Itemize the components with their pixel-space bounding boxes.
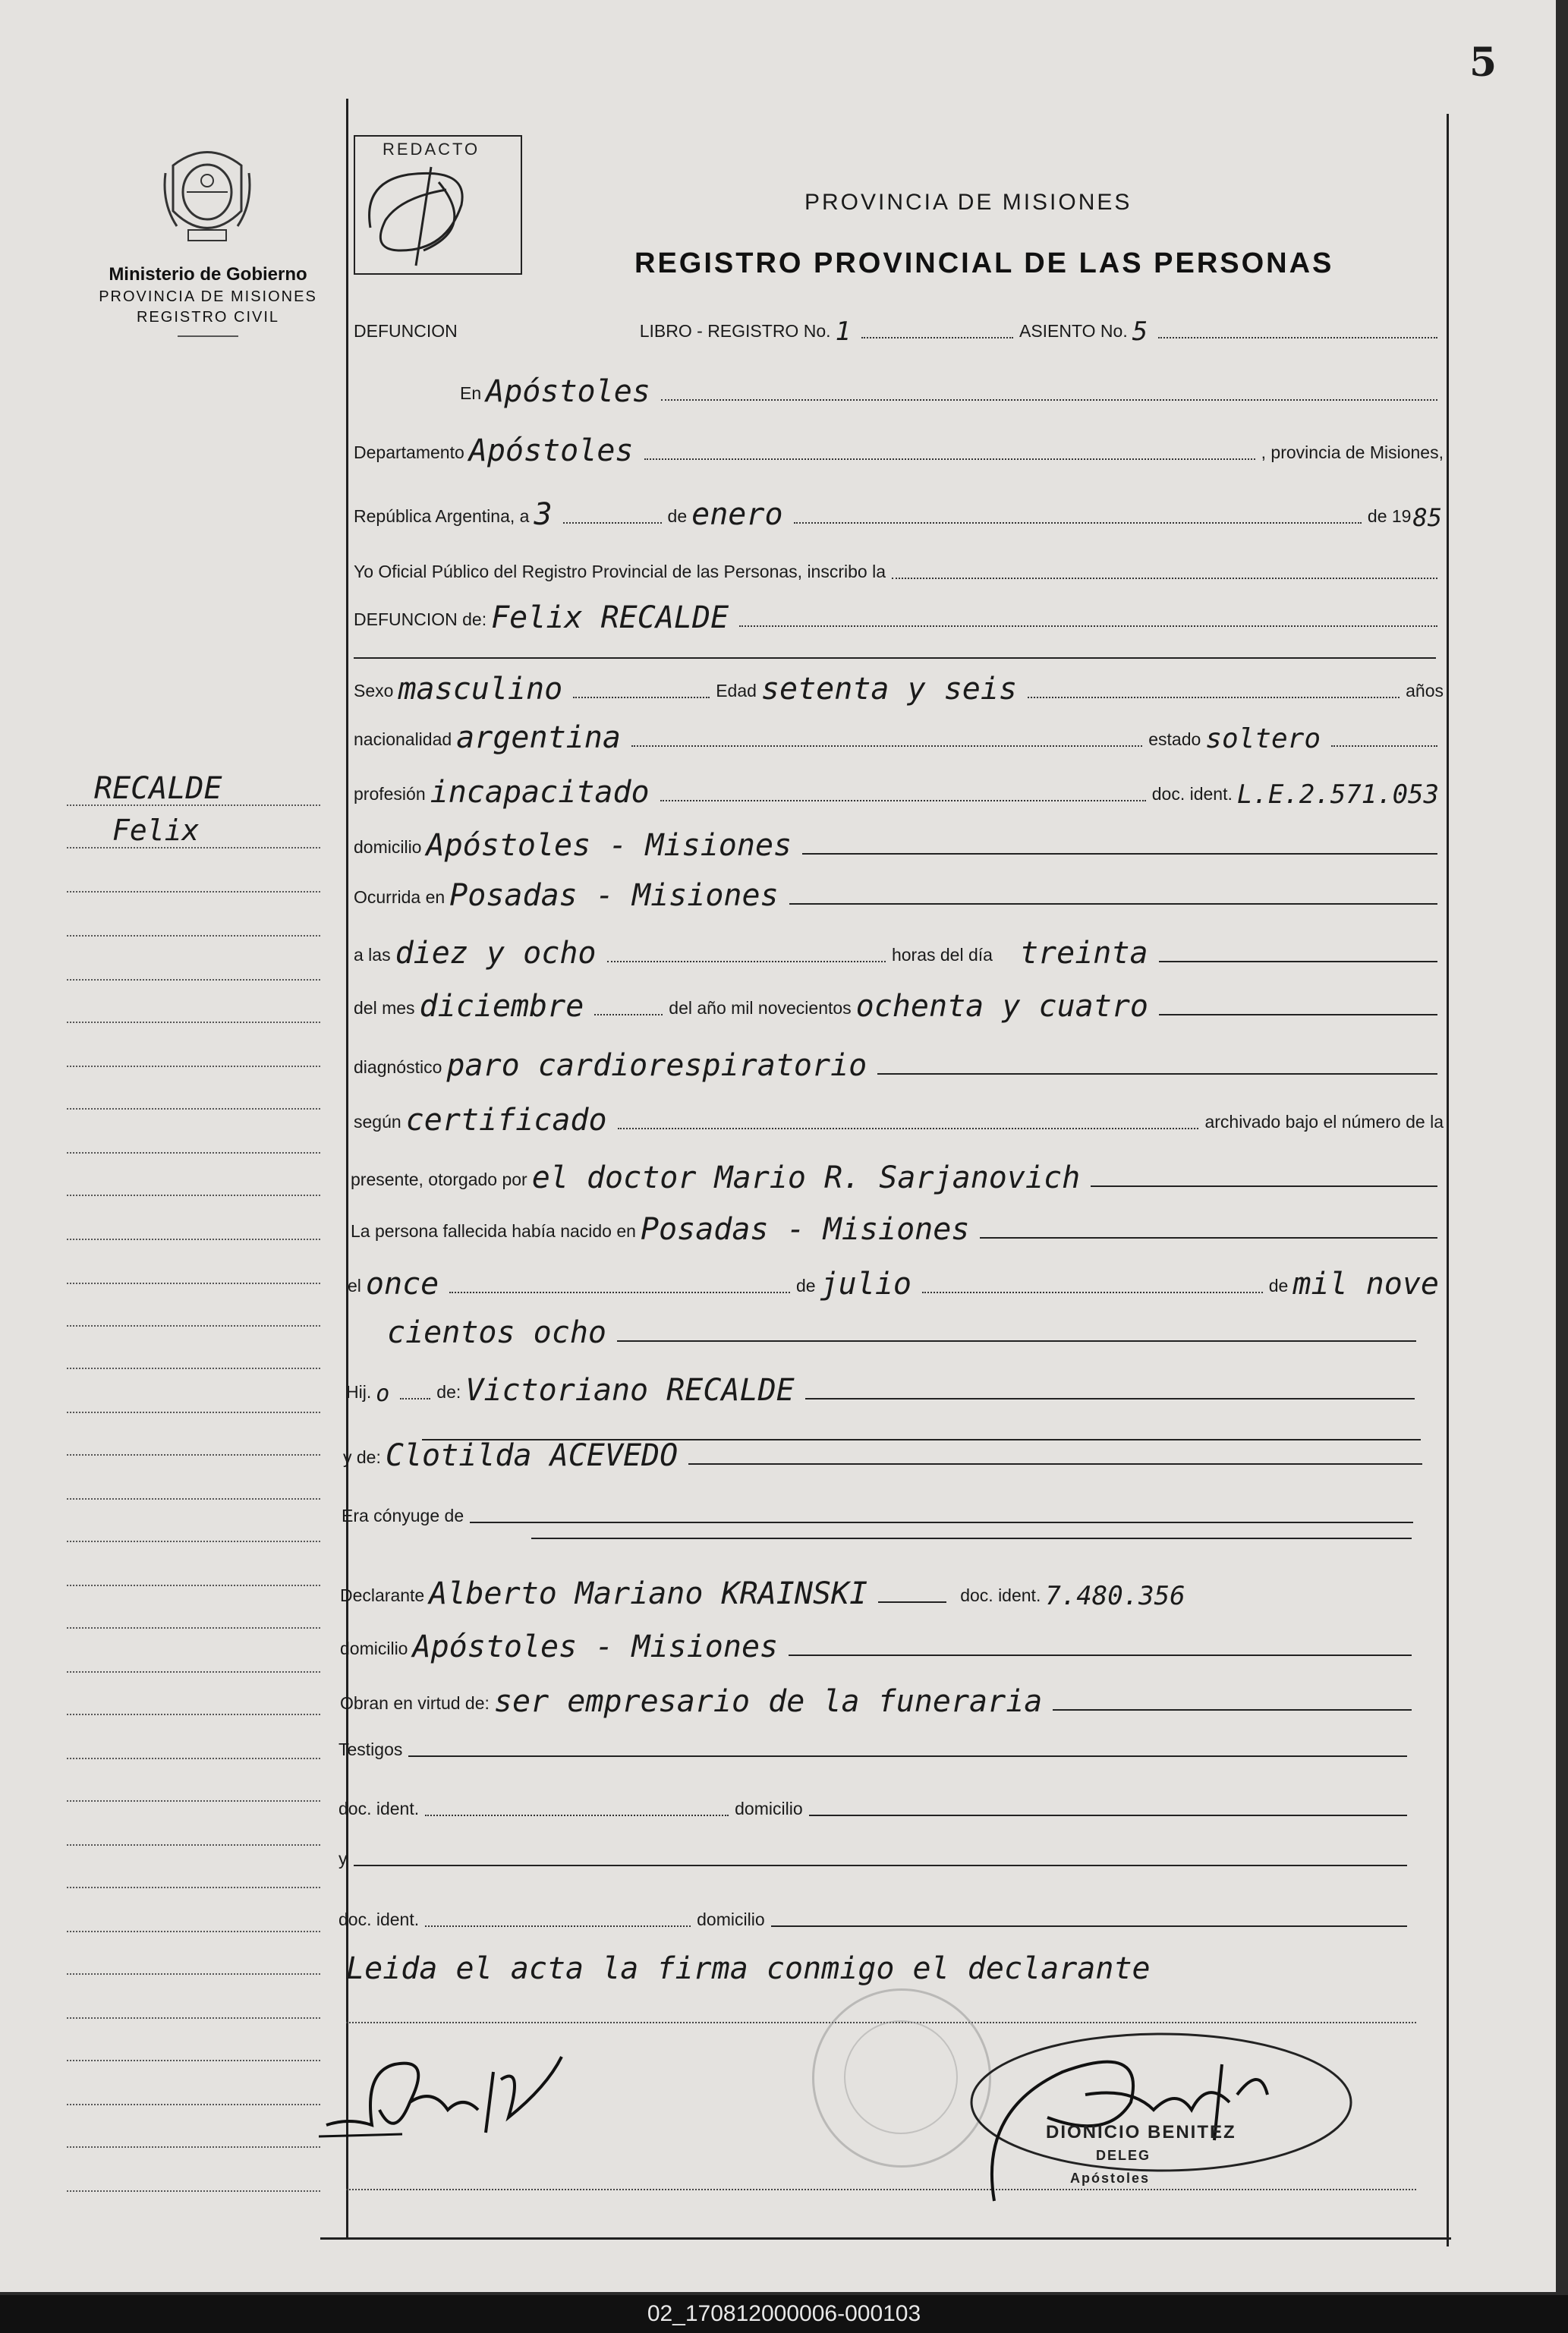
ano-text-value: ochenta y cuatro — [855, 989, 1148, 1024]
margin-line — [67, 1195, 320, 1196]
obran-fill — [1053, 1709, 1412, 1711]
el-label: el — [348, 1276, 361, 1296]
t2-doc-label: doc. ident. — [338, 1910, 420, 1929]
margin-line — [67, 1758, 320, 1759]
margin-line — [67, 1498, 320, 1500]
diagnostico-value: paro cardiorespiratorio — [446, 1048, 867, 1083]
t1-dom-label: domicilio — [735, 1799, 803, 1818]
margin-line — [67, 935, 320, 937]
declarant-signature — [319, 2042, 638, 2163]
obran-value: ser empresario de la funeraria — [493, 1684, 1043, 1719]
domicilio-fill — [802, 853, 1437, 855]
hij-label: Hij. — [346, 1382, 372, 1402]
margin-line — [67, 1325, 320, 1327]
margin-line — [67, 1931, 320, 1932]
ano-mil-label: del año mil novecientos — [669, 998, 852, 1018]
margin-line — [67, 2146, 320, 2148]
departamento-fill — [644, 458, 1255, 460]
decl-domicilio-label: domicilio — [340, 1639, 408, 1658]
presente-label: presente, otorgado por — [351, 1170, 527, 1189]
nac-dia-value: once — [365, 1267, 439, 1302]
edad-fill — [1028, 697, 1400, 698]
officer-stamp-name: DIONICIO BENITEZ — [1046, 2122, 1236, 2143]
province-name: PROVINCIA DE MISIONES — [99, 288, 317, 305]
defuncion-de-value: Felix RECALDE — [491, 600, 729, 635]
horas-value: diez y ocho — [395, 936, 597, 971]
row-libro — [354, 316, 1444, 347]
conyuge-fill — [470, 1522, 1413, 1523]
ocurrida-value: Posadas - Misiones — [449, 878, 779, 913]
nacido-value: Posadas - Misiones — [640, 1212, 970, 1247]
nac-mes-fill — [922, 1292, 1263, 1293]
presente-fill — [1091, 1185, 1437, 1187]
dia-fill — [563, 522, 662, 524]
dia-text-value: treinta — [1019, 936, 1148, 971]
mes-label: del mes — [354, 998, 415, 1018]
redacto-initials-signature — [355, 137, 521, 273]
margin-line — [67, 1541, 320, 1542]
t1-dom-fill — [809, 1815, 1407, 1816]
asiento-value: 5 — [1132, 316, 1148, 347]
republica-label: República Argentina, a — [354, 506, 530, 526]
bottom-rule — [320, 2237, 1451, 2240]
row-mes — [354, 991, 1444, 1022]
declarante-fill — [878, 1601, 946, 1603]
title-registry: REGISTRO PROVINCIAL DE LAS PERSONAS — [634, 247, 1334, 279]
y-fill — [354, 1865, 1408, 1866]
nacido-label: La persona fallecida había nacido en — [351, 1221, 636, 1241]
declarante-value: Alberto Mariano KRAINSKI — [429, 1576, 868, 1611]
margin-line — [67, 1152, 320, 1154]
margin-line — [67, 1368, 320, 1369]
row-departamento — [354, 433, 1444, 468]
madre-label: y de: — [343, 1447, 381, 1467]
sexo-value: masculino — [398, 672, 563, 707]
row-testigo1 — [338, 1799, 1413, 1822]
nacionalidad-fill — [631, 745, 1142, 747]
margin-line — [67, 1066, 320, 1067]
en-label: En — [460, 383, 482, 403]
en-fill — [661, 399, 1437, 401]
t2-doc-fill — [425, 1925, 691, 1927]
departamento-label: Departamento — [354, 442, 464, 462]
mes-text-fill — [594, 1014, 663, 1015]
domicilio-label: domicilio — [354, 837, 422, 857]
nacionalidad-value: argentina — [456, 720, 621, 755]
row-decl-domicilio — [340, 1629, 1418, 1664]
nac-year-fill — [617, 1340, 1416, 1342]
nac-mes-value: julio — [820, 1267, 912, 1302]
asiento-label: ASIENTO No. — [1019, 321, 1128, 341]
nacido-fill — [980, 1237, 1437, 1239]
margin-line — [67, 1844, 320, 1846]
official-signature — [934, 2019, 1359, 2216]
row-segun — [354, 1103, 1444, 1138]
page-number: 5 — [1469, 39, 1497, 86]
row-en — [460, 376, 1444, 407]
margin-line — [67, 1108, 320, 1110]
row-presente — [351, 1160, 1444, 1195]
estado-label: estado — [1148, 729, 1201, 749]
margin-line — [67, 847, 320, 849]
decl-domicilio-fill — [789, 1655, 1412, 1656]
obran-label: Obran en virtud de: — [340, 1693, 490, 1713]
margin-line — [67, 1627, 320, 1629]
t1-doc-fill — [425, 1815, 729, 1816]
declarante-label: Declarante — [340, 1585, 425, 1605]
en-value: Apóstoles — [486, 374, 650, 409]
row-nacionalidad — [354, 720, 1444, 755]
row-testigo2 — [338, 1849, 1413, 1872]
sexo-label: Sexo — [354, 681, 394, 701]
mes-fill — [794, 522, 1362, 524]
testigos-label: Testigos — [338, 1740, 403, 1759]
officer-stamp-title: DELEG — [1096, 2148, 1151, 2163]
margin-line — [67, 1412, 320, 1413]
ocurrida-fill — [789, 903, 1437, 905]
margin-line — [67, 1585, 320, 1586]
domicilio-value: Apóstoles - Misiones — [426, 828, 792, 863]
oficial-fill — [892, 578, 1437, 579]
t2-dom-fill — [771, 1925, 1407, 1927]
row-testigo2-doc — [338, 1910, 1413, 1933]
row-nacimiento-anio — [383, 1315, 1422, 1350]
dia-text-fill — [1159, 961, 1437, 962]
row-sexo — [354, 672, 1444, 707]
margin-line — [67, 1887, 320, 1888]
nac-year-value: mil nove — [1292, 1267, 1439, 1302]
segun-value: certificado — [405, 1103, 607, 1138]
profesion-label: profesión — [354, 784, 426, 804]
decl-domicilio-value: Apóstoles - Misiones — [412, 1629, 779, 1664]
nac-de2-label: de — [1268, 1276, 1289, 1296]
estado-fill — [1331, 745, 1437, 747]
defuncion-underline — [354, 657, 1436, 659]
row-oficial — [354, 562, 1444, 585]
image-caption: 02_170812000006-000103 — [0, 2295, 1568, 2333]
ocurrida-label: Ocurrida en — [354, 887, 446, 907]
margin-line — [67, 979, 320, 981]
departamento-value: Apóstoles — [468, 433, 634, 468]
margin-line — [67, 2060, 320, 2061]
redacto-label: REDACTO — [383, 140, 480, 159]
row-ocurrida — [354, 880, 1444, 911]
anos-label: años — [1406, 681, 1444, 701]
nacionalidad-label: nacionalidad — [354, 729, 452, 749]
row-testigos — [338, 1740, 1413, 1763]
madre-value: Clotilda ACEVEDO — [385, 1438, 679, 1473]
madre-fill — [688, 1463, 1422, 1465]
leida-text: Leida el acta la firma conmigo el declarante — [346, 1951, 1151, 1986]
asiento-fill — [1158, 337, 1437, 338]
mes-text-value: diciembre — [419, 989, 584, 1024]
row-conyuge — [342, 1506, 1419, 1529]
edad-value: setenta y seis — [760, 672, 1018, 707]
de-year-label: de 19 — [1367, 506, 1412, 526]
doc-value: L.E.2.571.053 — [1236, 779, 1439, 810]
padre-de-label: de: — [436, 1382, 461, 1402]
margin-line — [67, 1671, 320, 1673]
row-nacimiento-fecha — [348, 1267, 1444, 1302]
row-republica — [354, 499, 1444, 530]
row-nacido — [351, 1214, 1444, 1245]
horas-dia-label: horas del día — [891, 945, 993, 965]
row-profesion — [354, 777, 1444, 808]
margin-line — [67, 1714, 320, 1715]
redacto-stamp — [354, 135, 522, 275]
ano-text-fill — [1159, 1014, 1437, 1015]
sexo-fill — [573, 697, 710, 698]
libro-fill — [861, 337, 1013, 338]
diagnostico-label: diagnóstico — [354, 1057, 442, 1077]
year-value: 85 — [1412, 503, 1442, 532]
row-diagnostico — [354, 1050, 1444, 1081]
de-label: de — [667, 506, 688, 526]
margin-line — [67, 1800, 320, 1802]
conyuge-underline — [531, 1538, 1412, 1539]
libro-label: LIBRO - REGISTRO No. — [639, 321, 831, 341]
margin-line — [67, 2104, 320, 2105]
nac-dia-fill — [449, 1292, 790, 1293]
title-province: PROVINCIA DE MISIONES — [804, 190, 1132, 215]
edad-label: Edad — [716, 681, 757, 701]
hij-fill — [400, 1398, 430, 1399]
horas-fill — [607, 961, 886, 962]
decl-doc-value: 7.480.356 — [1045, 1581, 1185, 1611]
margin-line — [67, 2017, 320, 2019]
margin-line — [67, 1239, 320, 1240]
margin-line — [67, 804, 320, 806]
margin-line — [67, 2190, 320, 2192]
profesion-fill — [660, 800, 1146, 801]
row-domicilio — [354, 830, 1444, 861]
testigos-fill — [408, 1755, 1407, 1757]
alas-label: a las — [354, 945, 391, 965]
madre-underline — [422, 1439, 1421, 1440]
estado-value: soltero — [1205, 723, 1321, 754]
diagnostico-fill — [877, 1073, 1437, 1075]
profesion-value: incapacitado — [430, 775, 650, 810]
hij-value: o — [376, 1381, 390, 1407]
civil-registry-name: REGISTRO CIVIL — [136, 309, 280, 326]
t2-dom-label: domicilio — [697, 1910, 765, 1929]
presente-value: el doctor Mario R. Sarjanovich — [531, 1160, 1081, 1195]
margin-line — [67, 1454, 320, 1456]
libro-value: 1 — [835, 316, 851, 347]
archivado-label: archivado bajo el número de la — [1204, 1112, 1444, 1132]
padre-value: Victoriano RECALDE — [465, 1373, 795, 1408]
margin-line — [67, 1022, 320, 1023]
nac-year-value-cont: cientos ocho — [387, 1315, 606, 1350]
margin-given-name: Felix — [112, 814, 200, 847]
t1-doc-label: doc. ident. — [338, 1799, 420, 1818]
margin-surname: RECALDE — [94, 771, 222, 806]
row-padre — [346, 1375, 1421, 1406]
defuncion-type-label: DEFUNCION — [354, 321, 458, 341]
row-madre — [343, 1440, 1428, 1471]
defuncion-de-label: DEFUNCION de: — [354, 609, 487, 629]
oficial-text: Yo Oficial Público del Registro Provincial de las Personas, inscribo la — [354, 562, 886, 581]
segun-label: según — [354, 1112, 401, 1132]
doc-label: doc. ident. — [1151, 784, 1233, 804]
margin-line — [67, 1283, 320, 1284]
row-leida — [342, 1951, 1419, 1986]
coat-of-arms-icon — [158, 135, 257, 249]
padre-fill — [805, 1398, 1415, 1399]
conyuge-label: Era cónyuge de — [342, 1506, 464, 1525]
row-declarante — [340, 1576, 1425, 1611]
right-vertical-rule — [1447, 114, 1449, 2246]
y-label: y — [338, 1849, 348, 1869]
dia-value: 3 — [534, 497, 553, 532]
mes-value: enero — [691, 497, 783, 532]
nac-de-label: de — [795, 1276, 816, 1296]
decl-doc-label: doc. ident. — [960, 1585, 1041, 1605]
officer-stamp-place: Apóstoles — [1070, 2171, 1151, 2186]
ministry-block — [64, 264, 352, 337]
segun-fill — [618, 1128, 1199, 1129]
defuncion-de-fill — [739, 625, 1437, 627]
margin-line — [67, 1973, 320, 1975]
row-obran — [340, 1686, 1418, 1717]
margin-line — [67, 891, 320, 893]
row-horas — [354, 936, 1444, 971]
ministry-name: Ministerio de Gobierno — [109, 264, 307, 285]
row-defuncion-de — [354, 600, 1444, 635]
provincia-label: , provincia de Misiones, — [1261, 442, 1444, 462]
